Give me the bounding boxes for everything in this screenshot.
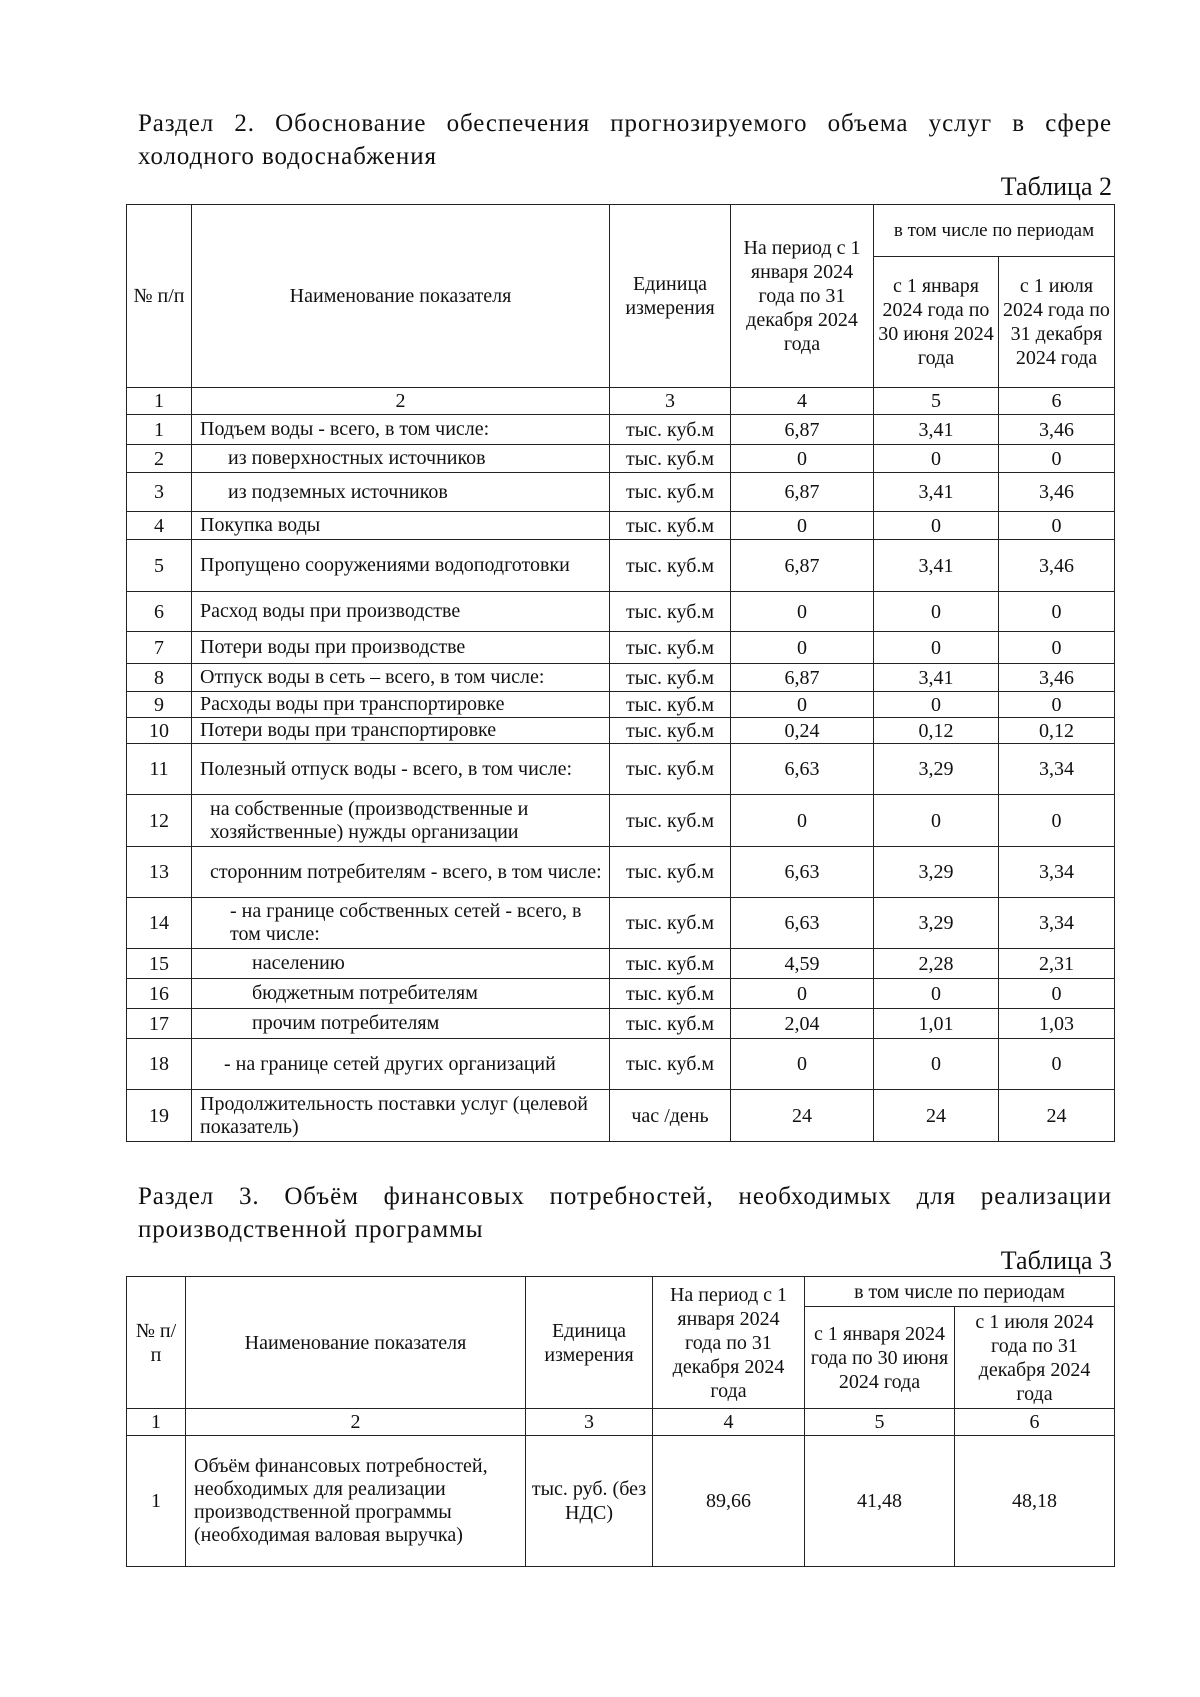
row-total: 6,87 [731, 540, 874, 592]
table-row [127, 473, 1115, 512]
section-2-title: Раздел 2. Обоснование обеспечения прогнозируемого объема услуг в сфере холодного водоснабжения [138, 110, 1112, 170]
row-name: Объём финансовых потребностей, необходимых для реализации производственной программы (необходимая валовая выручка) [186, 1436, 526, 1567]
row-name: Полезный отпуск воды - всего, в том числе: [192, 744, 610, 795]
row-name: - на границе собственных сетей - всего, в том числе: [192, 898, 610, 949]
row-period-1: 24 [874, 1090, 999, 1142]
table-row [127, 979, 1115, 1009]
row-unit: тыс. куб.м [610, 445, 731, 473]
row-period-1: 0,12 [874, 718, 999, 744]
header-total: На период с 1 января 2024 года по 31 декабря 2024 года [653, 1277, 805, 1409]
column-number: 4 [731, 388, 874, 415]
table-row [127, 898, 1115, 949]
table-row [127, 744, 1115, 795]
row-unit: тыс. куб.м [610, 592, 731, 632]
row-period-1: 3,41 [874, 664, 999, 692]
header-period-1: с 1 января 2024 года по 30 июня 2024 года [805, 1307, 955, 1409]
row-unit: тыс. куб.м [610, 692, 731, 718]
table-row [127, 1090, 1115, 1142]
row-unit: тыс. куб.м [610, 664, 731, 692]
row-period-2: 3,34 [999, 847, 1115, 898]
column-number: 3 [610, 388, 731, 415]
table-row [127, 1039, 1115, 1090]
row-name: Продолжительность поставки услуг (целевой показатель) [192, 1090, 610, 1142]
column-number: 1 [127, 1409, 186, 1436]
row-period-1: 0 [874, 1039, 999, 1090]
column-number-row [127, 388, 1115, 415]
row-number: 1 [127, 415, 192, 445]
row-number: 7 [127, 632, 192, 664]
row-total: 0 [731, 1039, 874, 1090]
row-unit: тыс. куб.м [610, 898, 731, 949]
column-number: 5 [874, 388, 999, 415]
row-number: 1 [127, 1436, 186, 1567]
row-period-2: 0 [999, 445, 1115, 473]
row-name: Пропущено сооружениями водоподготовки [192, 540, 610, 592]
row-number: 12 [127, 795, 192, 847]
table-row [127, 847, 1115, 898]
table-row [127, 1436, 1115, 1567]
header-name: Наименование показателя [186, 1277, 526, 1409]
row-name: Расход воды при производстве [192, 592, 610, 632]
row-total: 4,59 [731, 949, 874, 979]
row-period-2: 0 [999, 979, 1115, 1009]
row-name: Подъем воды - всего, в том числе: [192, 415, 610, 445]
header-num: № п/п [127, 1277, 186, 1409]
row-total: 6,63 [731, 847, 874, 898]
row-period-2: 0 [999, 512, 1115, 540]
row-period-2: 0 [999, 692, 1115, 718]
header-period-group: в том числе по периодам [874, 205, 1115, 257]
row-unit: тыс. куб.м [610, 744, 731, 795]
table-row [127, 949, 1115, 979]
row-period-2: 3,46 [999, 415, 1115, 445]
column-number: 6 [999, 388, 1115, 415]
row-unit: тыс. куб.м [610, 847, 731, 898]
row-period-1: 3,41 [874, 473, 999, 512]
table-row [127, 415, 1115, 445]
row-period-2: 0 [999, 795, 1115, 847]
table-row [127, 795, 1115, 847]
row-period-1: 3,41 [874, 415, 999, 445]
row-period-2: 24 [999, 1090, 1115, 1142]
row-name: Расходы воды при транспортировке [192, 692, 610, 718]
row-period-2: 3,46 [999, 664, 1115, 692]
row-unit: тыс. куб.м [610, 795, 731, 847]
header-unit: Единица измерения [526, 1277, 653, 1409]
row-number: 9 [127, 692, 192, 718]
column-number: 2 [186, 1409, 526, 1436]
table-row [127, 718, 1115, 744]
header-period-2: с 1 июля 2024 года по 31 декабря 2024 года [955, 1307, 1115, 1409]
row-total: 6,87 [731, 473, 874, 512]
table-row [127, 445, 1115, 473]
row-total: 0,24 [731, 718, 874, 744]
row-period-1: 0 [874, 979, 999, 1009]
row-name: из подземных источников [192, 473, 610, 512]
header-unit: Единица измерения [610, 205, 731, 388]
row-name: из поверхностных источников [192, 445, 610, 473]
row-total: 0 [731, 795, 874, 847]
row-period-2: 3,46 [999, 540, 1115, 592]
row-name: на собственные (производственные и хозяйственные) нужды организации [192, 795, 610, 847]
row-unit: тыс. куб.м [610, 632, 731, 664]
table-row [127, 1009, 1115, 1039]
table-3-caption: Таблица 3 [1000, 1246, 1112, 1275]
row-period-2: 0 [999, 632, 1115, 664]
row-name: Отпуск воды в сеть – всего, в том числе: [192, 664, 610, 692]
header-period-group: в том числе по периодам [805, 1277, 1115, 1307]
row-number: 13 [127, 847, 192, 898]
column-number-row [127, 1409, 1115, 1436]
row-period-2: 3,34 [999, 744, 1115, 795]
row-number: 16 [127, 979, 192, 1009]
table-3 [126, 1276, 1115, 1567]
column-number: 2 [192, 388, 610, 415]
row-unit: тыс. куб.м [610, 540, 731, 592]
row-period-1: 0 [874, 512, 999, 540]
row-period-2: 0 [999, 592, 1115, 632]
header-total: На период с 1 января 2024 года по 31 декабря 2024 года [731, 205, 874, 388]
row-unit: тыс. куб.м [610, 473, 731, 512]
row-number: 10 [127, 718, 192, 744]
row-name: Потери воды при производстве [192, 632, 610, 664]
column-number: 4 [653, 1409, 805, 1436]
row-total: 0 [731, 592, 874, 632]
row-number: 5 [127, 540, 192, 592]
table-row [127, 692, 1115, 718]
row-period-1: 0 [874, 692, 999, 718]
table-2 [126, 204, 1115, 1142]
row-period-1: 1,01 [874, 1009, 999, 1039]
row-period-1: 2,28 [874, 949, 999, 979]
row-period-1: 3,29 [874, 744, 999, 795]
row-unit: тыс. куб.м [610, 415, 731, 445]
column-number: 1 [127, 388, 192, 415]
table-row [127, 632, 1115, 664]
row-name: Потери воды при транспортировке [192, 718, 610, 744]
row-period-1: 3,29 [874, 847, 999, 898]
row-unit: час /день [610, 1090, 731, 1142]
row-period-2: 0 [999, 1039, 1115, 1090]
row-period-1: 0 [874, 445, 999, 473]
row-period-2: 3,46 [999, 473, 1115, 512]
row-period-1: 0 [874, 795, 999, 847]
row-period-2: 3,34 [999, 898, 1115, 949]
row-name: - на границе сетей других организаций [192, 1039, 610, 1090]
section-3-title: Раздел 3. Объём финансовых потребностей, необходимых для реализации производственной программы [138, 1183, 1112, 1243]
row-number: 2 [127, 445, 192, 473]
table-row [127, 664, 1115, 692]
row-total: 0 [731, 632, 874, 664]
row-unit: тыс. руб. (без НДС) [526, 1436, 653, 1567]
row-total: 2,04 [731, 1009, 874, 1039]
row-total: 6,87 [731, 415, 874, 445]
row-period-2: 0,12 [999, 718, 1115, 744]
row-period-2: 48,18 [955, 1436, 1115, 1567]
row-name: прочим потребителям [192, 1009, 610, 1039]
row-number: 14 [127, 898, 192, 949]
row-total: 0 [731, 512, 874, 540]
row-total: 0 [731, 445, 874, 473]
header-period-2: с 1 июля 2024 года по 31 декабря 2024 года [999, 257, 1115, 388]
row-period-1: 0 [874, 632, 999, 664]
column-number: 6 [955, 1409, 1115, 1436]
row-unit: тыс. куб.м [610, 512, 731, 540]
column-number: 3 [526, 1409, 653, 1436]
column-number: 5 [805, 1409, 955, 1436]
header-name: Наименование показателя [192, 205, 610, 388]
row-name: сторонним потребителям - всего, в том числе: [192, 847, 610, 898]
row-number: 6 [127, 592, 192, 632]
table-row [127, 592, 1115, 632]
row-period-1: 41,48 [805, 1436, 955, 1567]
row-period-2: 1,03 [999, 1009, 1115, 1039]
row-number: 8 [127, 664, 192, 692]
row-total: 6,87 [731, 664, 874, 692]
row-total: 6,63 [731, 744, 874, 795]
header-period-1: с 1 января 2024 года по 30 июня 2024 года [874, 257, 999, 388]
row-period-1: 3,41 [874, 540, 999, 592]
row-number: 15 [127, 949, 192, 979]
row-number: 19 [127, 1090, 192, 1142]
row-period-1: 3,29 [874, 898, 999, 949]
row-period-1: 0 [874, 592, 999, 632]
row-name: населению [192, 949, 610, 979]
row-unit: тыс. куб.м [610, 949, 731, 979]
row-unit: тыс. куб.м [610, 979, 731, 1009]
row-total: 24 [731, 1090, 874, 1142]
row-unit: тыс. куб.м [610, 1009, 731, 1039]
table-2-caption: Таблица 2 [1000, 172, 1112, 201]
row-name: Покупка воды [192, 512, 610, 540]
row-number: 3 [127, 473, 192, 512]
row-total: 0 [731, 692, 874, 718]
table-row [127, 512, 1115, 540]
table-row [127, 540, 1115, 592]
header-num: № п/п [127, 205, 192, 388]
row-unit: тыс. куб.м [610, 718, 731, 744]
row-number: 11 [127, 744, 192, 795]
row-number: 17 [127, 1009, 192, 1039]
row-unit: тыс. куб.м [610, 1039, 731, 1090]
row-number: 18 [127, 1039, 192, 1090]
row-total: 6,63 [731, 898, 874, 949]
row-name: бюджетным потребителям [192, 979, 610, 1009]
row-period-2: 2,31 [999, 949, 1115, 979]
row-total: 89,66 [653, 1436, 805, 1567]
row-number: 4 [127, 512, 192, 540]
row-total: 0 [731, 979, 874, 1009]
